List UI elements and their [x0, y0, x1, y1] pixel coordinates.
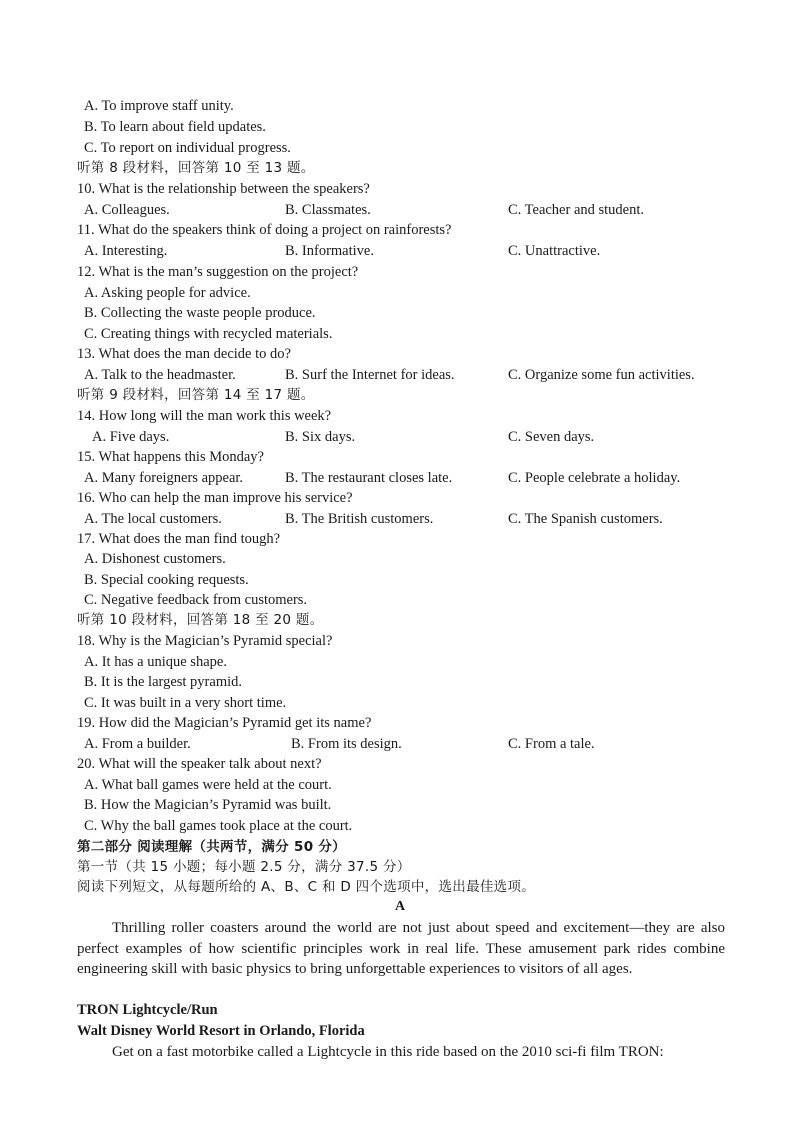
q13-option-c: C. Organize some fun activities. — [508, 367, 695, 383]
q19-option-c: C. From a tale. — [508, 736, 595, 752]
q13-option-b: B. Surf the Internet for ideas. — [285, 367, 455, 383]
q11-option-c: C. Unattractive. — [508, 243, 601, 259]
q13-option-a: A. Talk to the headmaster. — [84, 367, 236, 383]
q20-option-c: C. Why the ball games took place at the court. — [84, 818, 353, 834]
q18-question: 18. Why is the Magician’s Pyramid special? — [77, 633, 333, 649]
q17-option-b: B. Special cooking requests. — [84, 572, 249, 588]
q13-question: 13. What does the man decide to do? — [77, 346, 291, 362]
q16-option-a: A. The local customers. — [84, 511, 222, 527]
q11-option-b: B. Informative. — [285, 243, 374, 259]
q15-question: 15. What happens this Monday? — [77, 449, 264, 465]
q12-question: 12. What is the man’s suggestion on the project? — [77, 264, 359, 280]
q20-option-a: A. What ball games were held at the court. — [84, 777, 332, 793]
section1-title: 第一节（共 15 小题；每小题 2.5 分，满分 37.5 分） — [77, 859, 411, 875]
q17-option-c: C. Negative feedback from customers. — [84, 592, 308, 608]
q14-question: 14. How long will the man work this week? — [77, 408, 332, 424]
passage-intro: Thrilling roller coasters around the world are not just about speed and excitement—they are also perfect examples of how scientific principles work in real life. These amusement park rides combine engineering skill with basic physics to bring unforgettable experiences to visitors of all ages. — [77, 920, 725, 977]
q18-option-a: A. It has a unique shape. — [84, 654, 227, 670]
q9-option-a: A. To improve staff unity. — [84, 98, 234, 114]
q18-option-b: B. It is the largest pyramid. — [84, 674, 242, 690]
q20-question: 20. What will the speaker talk about next? — [77, 756, 322, 772]
passage-letter: A — [394, 899, 406, 914]
section10-instruction: 听第 10 段材料，回答第 18 至 20 题。 — [77, 612, 324, 628]
q12-option-c: C. Creating things with recycled materials. — [84, 326, 333, 342]
section8-instruction: 听第 8 段材料，回答第 10 至 13 题。 — [77, 160, 315, 176]
q15-option-c: C. People celebrate a holiday. — [508, 470, 681, 486]
q11-option-a: A. Interesting. — [84, 243, 168, 259]
q11-question: 11. What do the speakers think of doing a project on rainforests? — [77, 222, 452, 238]
q18-option-c: C. It was built in a very short time. — [84, 695, 287, 711]
q15-option-a: A. Many foreigners appear. — [84, 470, 244, 486]
q9-option-b: B. To learn about field updates. — [84, 119, 266, 135]
q10-option-b: B. Classmates. — [285, 202, 371, 218]
q16-option-b: B. The British customers. — [285, 511, 434, 527]
q15-option-b: B. The restaurant closes late. — [285, 470, 453, 486]
q12-option-a: A. Asking people for advice. — [84, 285, 251, 301]
part2-title: 第二部分 阅读理解（共两节，满分 50 分） — [77, 839, 346, 855]
q14-option-a: A. Five days. — [92, 429, 170, 445]
ride1-text: Get on a fast motorbike called a Lightcycle in this ride based on the 2010 sci-fi film TRON: — [112, 1044, 664, 1060]
q16-question: 16. Who can help the man improve his service? — [77, 490, 353, 506]
q10-option-a: A. Colleagues. — [84, 202, 170, 218]
q19-option-b: B. From its design. — [291, 736, 402, 752]
q19-question: 19. How did the Magician’s Pyramid get its name? — [77, 715, 372, 731]
q10-option-c: C. Teacher and student. — [508, 202, 645, 218]
reading-instruction: 阅读下列短文，从每题所给的 A、B、C 和 D 四个选项中，选出最佳选项。 — [77, 879, 536, 895]
q10-question: 10. What is the relationship between the speakers? — [77, 181, 370, 197]
q17-option-a: A. Dishonest customers. — [84, 551, 226, 567]
q16-option-c: C. The Spanish customers. — [508, 511, 663, 527]
q20-option-b: B. How the Magician’s Pyramid was built. — [84, 797, 332, 813]
section9-instruction: 听第 9 段材料，回答第 14 至 17 题。 — [77, 387, 315, 403]
q19-option-a: A. From a builder. — [84, 736, 191, 752]
q14-option-b: B. Six days. — [285, 429, 356, 445]
q14-option-c: C. Seven days. — [508, 429, 595, 445]
q12-option-b: B. Collecting the waste people produce. — [84, 305, 316, 321]
q17-question: 17. What does the man find tough? — [77, 531, 281, 547]
ride1-location: Walt Disney World Resort in Orlando, Florida — [77, 1023, 365, 1039]
q9-option-c: C. To report on individual progress. — [84, 140, 291, 156]
ride1-title: TRON Lightcycle/Run — [77, 1002, 218, 1018]
